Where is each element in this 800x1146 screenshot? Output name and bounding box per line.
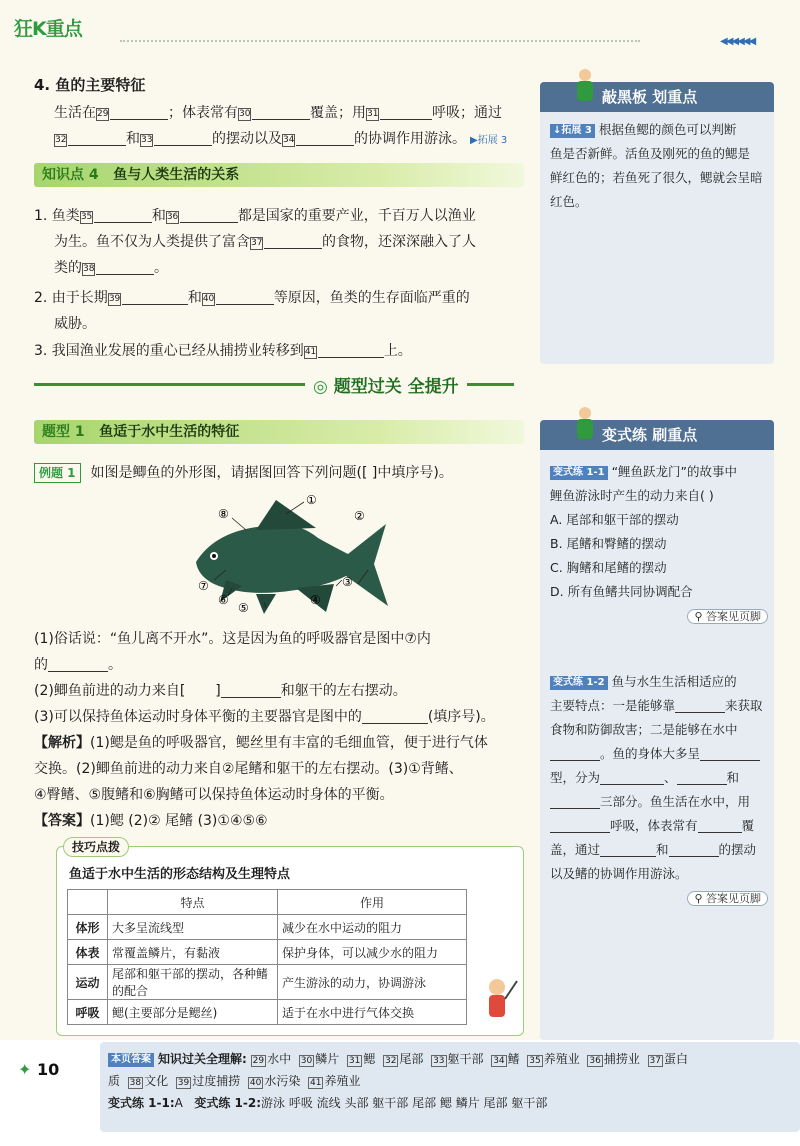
fish-label-7: ⑦ (198, 579, 209, 593)
option-a[interactable]: A. 尾部和躯干部的摆动 (550, 512, 679, 527)
example-subquestions: (1)俗话说：“鱼儿离不开水”。这是因为鱼的呼吸器官是图中⑦内 的 。 (2)鲫鱼前进的动力来自[ ] 和躯干的左右摆动。 (3)可以保持鱼体运动时身体平衡的主要器官是图中的 (填序号)。 【解析】(1)鳃是鱼的呼吸器官，鳃丝里有丰富的毛细血管，便于进行气体 交换。(2)鲫鱼前进的动力来自②尾鳍和躯干的左右摆动。(3)①背鳍、 ④臀鳍、⑤腹鳍和⑥胸鳍可以保持鱼体运动时身体的平衡。 【答案】(1)鳃 (2)② 尾鳍 (3)①④⑤⑥ (34, 631, 495, 829)
tip-label: 技巧点拨 (63, 837, 129, 857)
student-figure-icon (574, 406, 596, 440)
answer-link-1[interactable]: ⚲ 答案见页脚 (687, 609, 768, 624)
fish-label-3: ③ (342, 575, 353, 589)
fish-label-8: ⑧ (218, 507, 229, 521)
option-b[interactable]: B. 尾鳍和臀鳍的摆动 (550, 536, 667, 551)
section-4-title: 4. 鱼的主要特征 (34, 76, 146, 94)
header-dotted-line (120, 40, 640, 42)
extension-link[interactable]: ▶拓展 3 (470, 135, 508, 146)
fish-label-2: ② (354, 509, 365, 523)
tip-title: 鱼适于水中生活的形态结构及生理特点 (69, 867, 291, 882)
tip-box (56, 840, 524, 1036)
example-question: 例题 1 如图是鲫鱼的外形图，请据图回答下列问题([ ]中填序号)。 (34, 460, 534, 486)
swirl-icon: ◎ (313, 377, 328, 397)
fish-label-1: ① (306, 493, 317, 507)
section-4-line-1: 生活在29 ；体表常有30 覆盖；用31 呼吸；通过 (54, 100, 534, 126)
page-logo-icon: ✦ (18, 1060, 32, 1079)
knowledge-point-4-bar: 知识点 4 鱼与人类生活的关系 (34, 163, 524, 187)
variant-1-2-tag: 变式练 1-2 (550, 676, 608, 690)
teacher-figure-icon (574, 68, 596, 102)
option-c[interactable]: C. 胸鳍和尾鳍的摆动 (550, 560, 667, 575)
variant-1-1-tag: 变式练 1-1 (550, 466, 608, 480)
sidebar-variant-title: 变式练 刷重点 (540, 420, 774, 450)
footer-answers-label: 本页答案 (108, 1053, 154, 1067)
example-label: 例题 1 (34, 463, 81, 483)
header-arrows-icon: ◀◀◀◀◀◀ (720, 36, 755, 47)
divider-title: ◎ 题型过关 全提升 (305, 372, 467, 397)
section-4-line-2: 32 和33 的摆动以及34 的协调作用游泳。 ▶拓展 3 (54, 126, 534, 154)
question-type-1-bar: 题型 1 鱼适于水中生活的特征 (34, 420, 524, 444)
fish-diagram (186, 490, 396, 620)
kp4-item-3: 3. 我国渔业发展的重心已经从捕捞业转移到41 上。 (34, 338, 534, 364)
footer-answers: 本页答案 知识过关全理解: 29 水中 30 鳞片 31 鳃 32 尾部 33 躯干部 34 鳍 35 养殖业 36 捕捞业 37 蛋白 质 38 文化 39 过度捕捞 40 水污染 41 养殖业 变式练 1-1:A 变式练 1-2:游泳 呼吸 流线 头部 躯干部 尾部 鳃 鳞片 尾部 躯干部 (108, 1052, 688, 1110)
option-d[interactable]: D. 所有鱼鳍共同协调配合 (550, 584, 693, 599)
fish-label-6: ⑥ (218, 593, 229, 607)
page-number: ✦ 10 (18, 1060, 60, 1079)
table-row: 体表 常覆盖鳞片，有黏液 保护身体，可以减少水的阻力 (68, 940, 467, 965)
kp4-item-2: 2. 由于长期39 和40 等原因，鱼类的生存面临严重的 威胁。 (34, 285, 534, 337)
sidebar-key-points: 敲黑板 划重点 ↓拓展 3 根据鱼鳃的颜色可以判断 鱼是否新鲜。活鱼及刚死的鱼的鳃是 鲜红色的；若鱼死了很久，鳃就会呈暗 红色。 (540, 82, 774, 364)
brand-logo: 狂K重点 (14, 18, 82, 40)
table-row: 呼吸 鳃(主要部分是鳃丝) 适于在水中进行气体交换 (68, 1000, 467, 1025)
answer-link-2[interactable]: ⚲ 答案见页脚 (687, 891, 768, 906)
tip-table: 特点 作用 体形 大多呈流线型 减少在水中运动的阻力 体表 常覆盖鳞片，有黏液 保护身体，可以减少水的阻力 运动 尾部和躯干部的摆动，各种鳍的配合 产生游泳的动力，协调游泳 呼吸 鳃(主要部分是鳃丝) 适于在水中进行气体交换 (67, 889, 467, 1025)
fish-label-4: ④ (310, 593, 321, 607)
cartoon-fisherman-icon (475, 975, 519, 1031)
table-row: 体形 大多呈流线型 减少在水中运动的阻力 (68, 915, 467, 940)
table-row: 运动 尾部和躯干部的摆动，各种鳍的配合 产生游泳的动力，协调游泳 (68, 965, 467, 1000)
kp4-item-1: 1. 鱼类35 和36 都是国家的重要产业，千百万人以渔业 为生。鱼不仅为人类提供了富含37 的食物，还深深融入了人 类的38 。 (34, 203, 534, 281)
fish-label-5: ⑤ (238, 601, 249, 615)
sidebar-key-points-title: 敲黑板 划重点 (540, 82, 774, 112)
sidebar-variant-practice: 变式练 刷重点 变式练 1-1 “鲤鱼跃龙门”的故事中 鲤鱼游泳时产生的动力来自( ) A. 尾部和躯干部的摆动 B. 尾鳍和臀鳍的摆动 C. 胸鳍和尾鳍的摆动 D. 所有鱼鳍共同协调配合 ⚲ 答案见页脚 变式练 1-2 鱼与水生生活相适应的 主要特点：一是能够靠 来获取 食物和防御敌害；二是能够在水中 。鱼的身体大多呈 型，分为 、 和 三部分。鱼生活在水中，用 呼吸，体表常有 覆 盖，通过 和 的摆动 以及鳍的协调作用游泳。 ⚲ 答案见页脚 (540, 420, 774, 1040)
extension-tag: ↓拓展 3 (550, 124, 595, 138)
